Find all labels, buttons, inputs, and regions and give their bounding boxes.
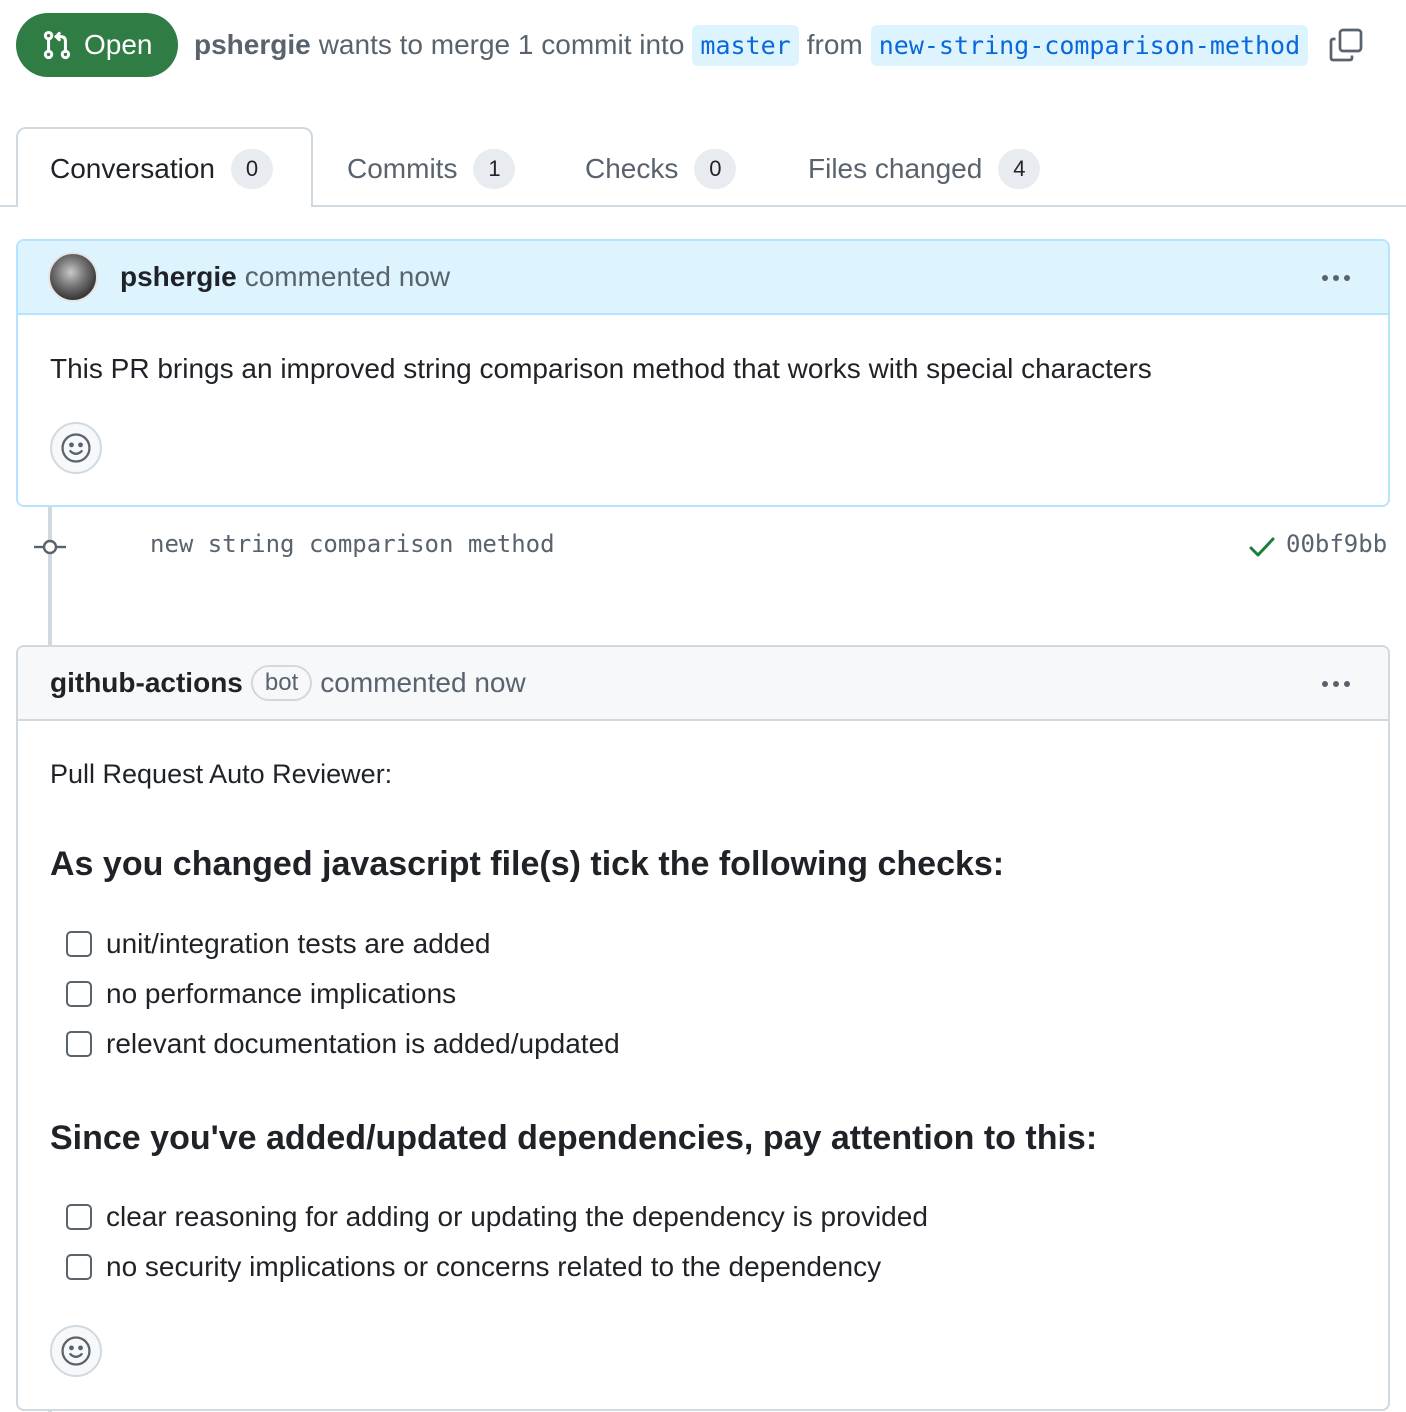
tab-counter: 1 (473, 149, 515, 189)
comment-author[interactable]: pshergie (120, 261, 237, 292)
git-commit-icon (34, 538, 66, 556)
task-list-item (66, 926, 490, 962)
tab-label: Files changed (808, 153, 983, 184)
task-label: relevant documentation is added/updated (106, 1028, 620, 1059)
base-branch[interactable]: master (692, 25, 798, 66)
kebab-horizontal-icon[interactable] (1317, 241, 1350, 315)
task-label: no performance implications (106, 978, 457, 1009)
task-checkbox[interactable] (66, 1254, 92, 1280)
copy-icon[interactable] (1328, 27, 1364, 63)
section-heading-dependencies: Since you've added/updated dependencies, pay attention to this: (50, 1119, 1098, 1157)
avatar[interactable] (48, 252, 98, 302)
tab-counter: 0 (231, 149, 273, 189)
tab-conversation[interactable] (50, 148, 273, 190)
pr-author-link[interactable]: pshergie (194, 29, 311, 60)
tab-label: Conversation (50, 153, 215, 184)
tab-files-changed[interactable] (808, 148, 1040, 190)
task-label: no security implications or concerns related to the dependency (106, 1251, 882, 1282)
task-list-item (66, 1199, 928, 1235)
tab-label: Checks (585, 153, 679, 184)
check-icon[interactable] (1248, 534, 1276, 560)
task-list-item (66, 976, 456, 1012)
tab-checks[interactable] (585, 148, 736, 190)
comment-body: This PR brings an improved string comparison method that works with special characters (50, 353, 1152, 384)
task-checkbox[interactable] (66, 1031, 92, 1057)
task-checkbox[interactable] (66, 981, 92, 1007)
git-pull-request-icon (42, 30, 72, 60)
section-heading-javascript: As you changed javascript file(s) tick the following checks: (50, 845, 1005, 883)
add-reaction-button[interactable] (50, 422, 102, 474)
tab-counter: 4 (998, 149, 1040, 189)
task-list-item (66, 1026, 620, 1062)
add-reaction-button[interactable] (50, 1325, 102, 1377)
pr-state-badge (16, 13, 178, 77)
comment-timestamp[interactable]: commented now (320, 667, 526, 698)
comment-github-actions (16, 645, 1390, 1411)
reviewer-intro: Pull Request Auto Reviewer: (50, 759, 393, 789)
comment-timestamp[interactable]: commented now (244, 261, 451, 292)
task-checkbox[interactable] (66, 1204, 92, 1230)
bot-badge: bot (251, 665, 312, 701)
comment-header (18, 241, 1388, 315)
commit-message-link[interactable]: new string comparison method (150, 530, 555, 558)
smiley-icon (59, 1334, 93, 1368)
tab-counter: 0 (694, 149, 736, 189)
comment-author[interactable]: github-actions (50, 667, 243, 698)
pr-meta (194, 22, 1316, 68)
task-list-item (66, 1249, 881, 1285)
tab-commits[interactable] (347, 148, 515, 190)
commit-sha-link[interactable]: 00bf9bb (1286, 530, 1388, 558)
pr-from-text: from (806, 29, 863, 60)
kebab-horizontal-icon[interactable] (1317, 647, 1350, 721)
comment-header (18, 647, 1388, 721)
comment-pshergie (16, 239, 1390, 507)
task-label: clear reasoning for adding or updating the dependency is provided (106, 1201, 928, 1232)
head-branch[interactable]: new-string-comparison-method (871, 25, 1308, 66)
pr-state-label: Open (84, 29, 153, 60)
pr-merge-text: wants to merge 1 commit into (318, 29, 685, 60)
task-label: unit/integration tests are added (106, 928, 491, 959)
tab-label: Commits (347, 153, 458, 184)
smiley-icon (59, 431, 93, 465)
task-checkbox[interactable] (66, 931, 92, 957)
